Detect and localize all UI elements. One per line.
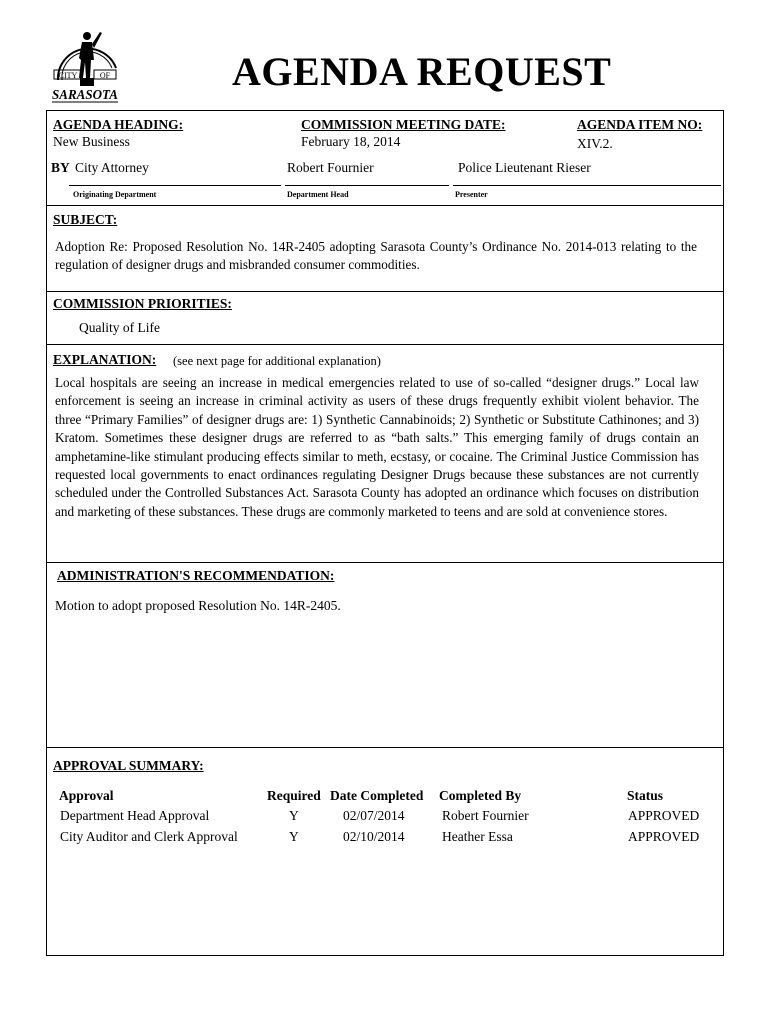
explanation-label: EXPLANATION: xyxy=(53,352,157,367)
approval-summary-label: APPROVAL SUMMARY: xyxy=(53,758,204,773)
originating-department-value: City Attorney xyxy=(75,160,149,175)
status-cell: APPROVED xyxy=(628,829,700,844)
date-cell: 02/07/2014 xyxy=(343,808,405,823)
table-row xyxy=(59,826,707,847)
logo-city-text: CITY xyxy=(58,71,78,80)
priorities-value: Quality of Life xyxy=(79,320,160,335)
recommendation-text: Motion to adopt proposed Resolution No. 14R-2405. xyxy=(55,598,341,613)
divider xyxy=(47,747,723,748)
col-date-completed: Date Completed xyxy=(330,788,424,803)
by-label: BY xyxy=(51,160,70,175)
completed-by-cell: Heather Essa xyxy=(442,829,513,844)
presenter-underline xyxy=(453,185,721,186)
dept-head-underline xyxy=(285,185,449,186)
priorities-label: COMMISSION PRIORITIES: xyxy=(53,296,232,311)
subject-text: Adoption Re: Proposed Resolution No. 14R-2405 adopting Sarasota County’s Ordinance No. 2014-013 relating to the regulation of designer drugs and misbranded consumer commodities. xyxy=(55,239,697,273)
department-head-caption: Department Head xyxy=(287,190,349,199)
presenter-caption: Presenter xyxy=(455,190,488,199)
divider xyxy=(47,344,723,345)
logo-of-text: OF xyxy=(99,71,111,80)
meeting-date-value: February 18, 2014 xyxy=(301,134,401,149)
approval-table-header xyxy=(59,786,707,805)
col-completed-by: Completed By xyxy=(439,788,522,803)
completed-by-cell: Robert Fournier xyxy=(442,808,529,823)
originating-underline xyxy=(69,185,281,186)
divider xyxy=(47,562,723,563)
item-no-value: XIV.2. xyxy=(577,136,613,151)
city-seal-logo xyxy=(46,22,126,110)
required-cell: Y xyxy=(289,829,299,844)
approval-cell: Department Head Approval xyxy=(60,808,210,823)
subject-label: SUBJECT: xyxy=(53,212,118,227)
explanation-text: Local hospitals are seeing an increase in medical emergencies related to use of so-called “designer drugs.” Local law enforcement is seeing an increase in criminal activity as users of these drugs frequently exhibit violent behavior. The three “Primary Families” of designer drugs are: 1) Synthetic Cannabinoids; 2) Synthetic or Substitute Cathinones; and 3) Kratom. Sometimes these designer drugs are referred to as “bath salts.” This emerging family of drugs contain an amphetamine-like stimulant producing effects similar to meth, ecstasy, or cocaine. The Criminal Justice Commission has requested local governments to enact ordinances regulating Designer Drugs because these substances are not currently scheduled under the Controlled Substances Act. Sarasota County has adopted an ordinance which focuses on distribution and marketing of these substances. These drugs are commonly marketed to teens and are sold at convenience stores. xyxy=(55,375,699,519)
divider xyxy=(47,205,723,206)
agenda-heading-value: New Business xyxy=(53,134,130,149)
col-status: Status xyxy=(627,788,664,803)
department-head-value: Robert Fournier xyxy=(287,160,374,175)
col-required: Required xyxy=(267,788,321,803)
date-cell: 02/10/2014 xyxy=(343,829,405,844)
approval-table xyxy=(59,786,707,847)
originating-department-caption: Originating Department xyxy=(73,190,157,199)
approval-cell: City Auditor and Clerk Approval xyxy=(60,829,238,844)
recommendation-label: ADMINISTRATION'S RECOMMENDATION: xyxy=(57,568,335,583)
divider xyxy=(47,291,723,292)
required-cell: Y xyxy=(289,808,299,823)
status-cell: APPROVED xyxy=(628,808,700,823)
page-title: AGENDA REQUEST xyxy=(232,49,612,94)
presenter-value: Police Lieutenant Rieser xyxy=(458,160,591,175)
col-approval: Approval xyxy=(59,788,114,803)
meeting-date-label: COMMISSION MEETING DATE: xyxy=(301,117,506,132)
agenda-heading-label: AGENDA HEADING: xyxy=(53,117,184,132)
table-row xyxy=(59,805,707,826)
explanation-note: (see next page for additional explanation) xyxy=(173,354,381,368)
agenda-form xyxy=(46,110,724,956)
item-no-label: AGENDA ITEM NO: xyxy=(577,117,703,132)
logo-name-text: SARASOTA xyxy=(52,88,118,103)
